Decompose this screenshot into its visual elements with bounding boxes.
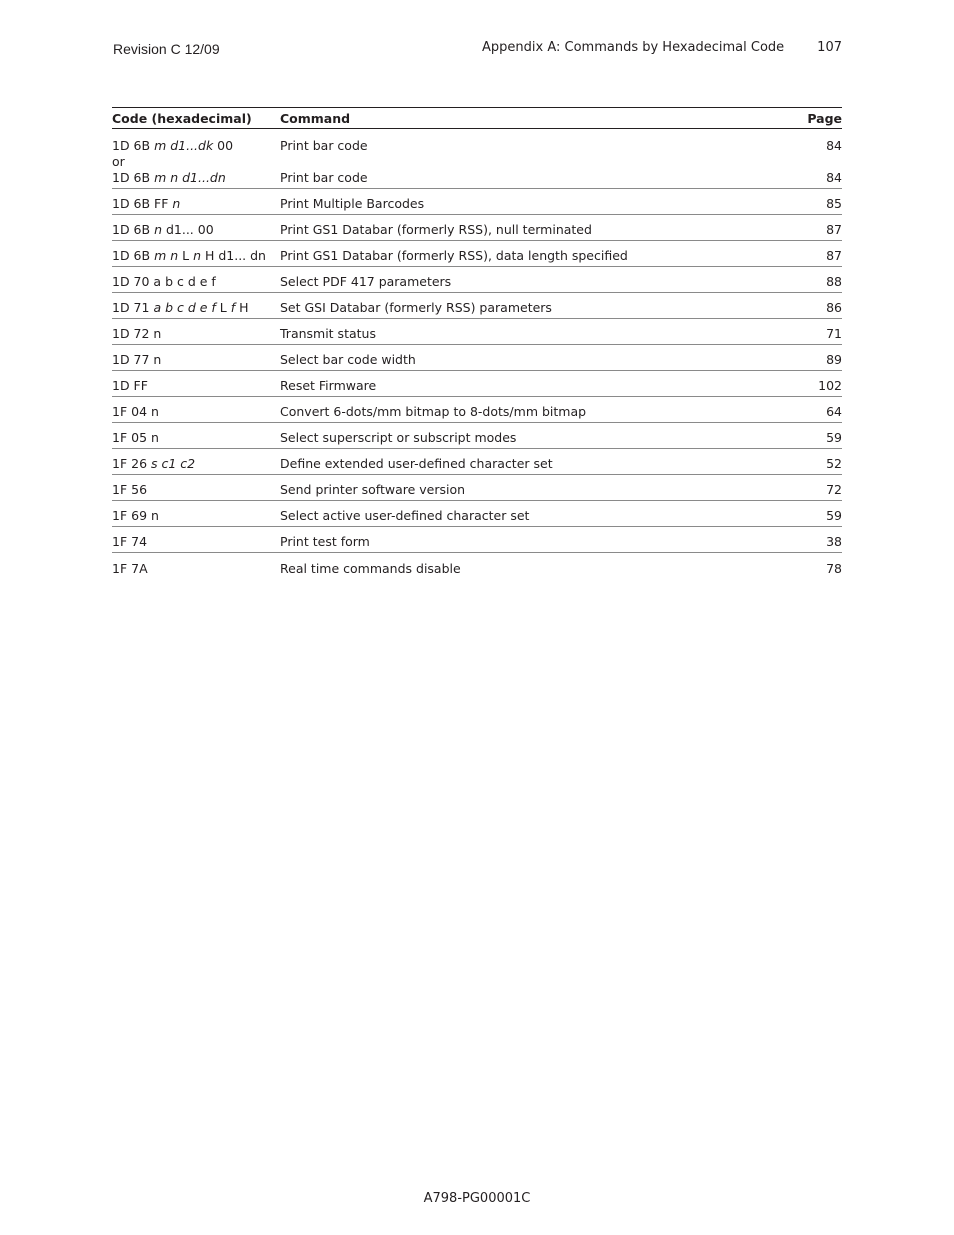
or-separator: or — [112, 154, 125, 169]
code-cell: 1D 6B FF n — [112, 196, 181, 211]
code-cell: 1F 69 n — [112, 508, 159, 523]
code-cell: 1D FF — [112, 378, 148, 393]
document-id: A798-PG00001C — [423, 1191, 531, 1206]
code-cell: 1D 71 a b c d e f L f H — [112, 300, 249, 315]
table-row — [112, 189, 842, 215]
command-cell: Select active user-defined character set — [280, 508, 530, 523]
command-cell: Transmit status — [280, 326, 376, 341]
table-row — [112, 423, 842, 449]
page-cell: 38 — [826, 534, 842, 549]
code-cell: 1D 6B m n L n H d1... dn — [112, 248, 266, 263]
command-cell: Select bar code width — [280, 352, 416, 367]
command-cell: Print bar code — [280, 138, 368, 154]
page-cell: 52 — [826, 456, 842, 471]
command-cell: Print bar code — [280, 169, 368, 185]
command-cell: Reset Firmware — [280, 378, 377, 393]
table-row — [112, 397, 842, 423]
table-row — [112, 345, 842, 371]
section-title: Appendix A: Commands by Hexadecimal Code — [482, 40, 785, 55]
page-cell: 84 — [826, 138, 842, 154]
table-row — [112, 293, 842, 319]
revision-label: Revision C 12/09 — [113, 41, 220, 57]
code-cell: 1F 74 — [112, 534, 148, 549]
command-table — [112, 107, 842, 579]
command-cell: Set GSI Databar (formerly RSS) parameters — [280, 300, 552, 315]
code-cell: 1F 04 n — [112, 404, 159, 419]
command-cell: Print GS1 Databar (formerly RSS), data length specified — [280, 248, 628, 263]
code-cell: 1D 72 n — [112, 326, 162, 341]
page-cell: 59 — [826, 508, 842, 523]
running-header — [482, 40, 842, 55]
page-cell: 72 — [826, 482, 842, 497]
table-row — [112, 553, 842, 579]
page-cell: 84 — [826, 169, 842, 185]
table-row — [112, 449, 842, 475]
command-cell: Real time commands disable — [280, 561, 461, 576]
command-cell: Select superscript or subscript modes — [280, 430, 517, 445]
code-cell: 1D 6B n d1... 00 — [112, 222, 214, 237]
command-cell: Select PDF 417 parameters — [280, 274, 452, 289]
code-cell: 1D 77 n — [112, 352, 162, 367]
code-cell: 1D 6B m d1...dk 00 — [112, 138, 234, 154]
column-header-code: Code (hexadecimal) — [112, 110, 252, 126]
table-row — [112, 215, 842, 241]
page-cell: 87 — [826, 222, 842, 237]
page-cell: 64 — [826, 404, 842, 419]
command-cell: Print test form — [280, 534, 370, 549]
command-cell: Print Multiple Barcodes — [280, 196, 425, 211]
code-cell: 1F 56 — [112, 482, 148, 497]
table-row — [112, 371, 842, 397]
table-row — [112, 527, 842, 553]
table-row — [112, 319, 842, 345]
command-cell: Send printer software version — [280, 482, 466, 497]
table-header — [112, 108, 842, 129]
code-cell: 1D 70 a b c d e f — [112, 274, 216, 289]
page-cell: 85 — [826, 196, 842, 211]
code-cell: 1F 26 s c1 c2 — [112, 456, 196, 471]
page-cell: 89 — [826, 352, 842, 367]
page-cell: 86 — [826, 300, 842, 315]
command-cell: Define extended user-defined character set — [280, 456, 553, 471]
command-cell: Convert 6-dots/mm bitmap to 8-dots/mm bitmap — [280, 404, 587, 419]
code-cell: 1F 05 n — [112, 430, 159, 445]
page-cell: 102 — [818, 378, 842, 393]
column-header-command: Command — [280, 110, 351, 126]
table-row — [112, 501, 842, 527]
page-cell: 71 — [826, 326, 842, 341]
page-cell: 88 — [826, 274, 842, 289]
table-row — [112, 267, 842, 293]
command-cell: Print GS1 Databar (formerly RSS), null terminated — [280, 222, 592, 237]
page-cell: 87 — [826, 248, 842, 263]
table-row — [112, 241, 842, 267]
column-header-page: Page — [807, 110, 842, 126]
code-cell: 1F 7A — [112, 561, 148, 576]
code-cell: 1D 6B m n d1...dn — [112, 169, 226, 185]
page-cell: 59 — [826, 430, 842, 445]
table-row — [112, 475, 842, 501]
page-cell: 78 — [826, 561, 842, 576]
table-row — [112, 129, 842, 189]
page-number: 107 — [817, 40, 842, 55]
